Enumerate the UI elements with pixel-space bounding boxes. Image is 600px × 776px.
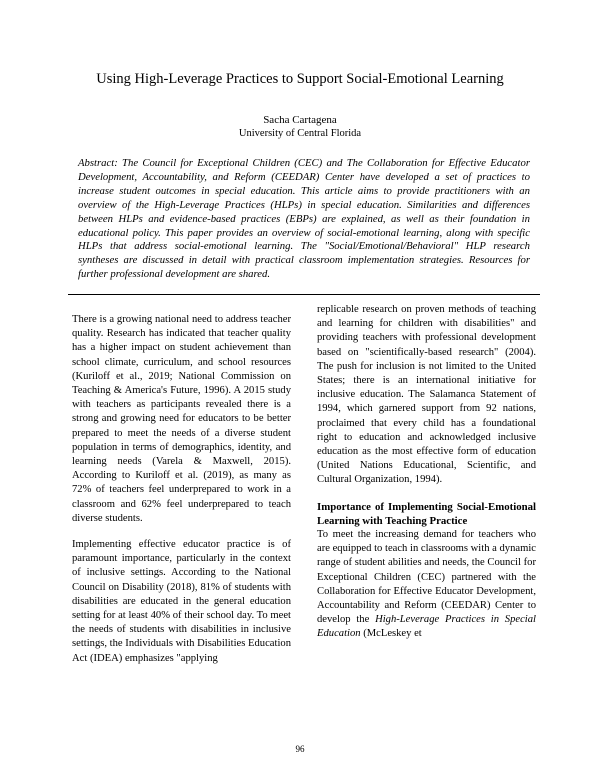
section-heading: Importance of Implementing Social-Emotional Learning with Teaching Practice: [317, 500, 536, 527]
author-name: Sacha Cartagena: [263, 114, 337, 126]
author-affiliation: University of Central Florida: [238, 128, 362, 139]
body-paragraph: There is a growing national need to address teacher quality. Research has indicated that teacher quality has a higher impact on student achievement than school climate, curriculum, and school resources (Kuriloff et al., 2019; National Commission on Teaching & America's Future, 1996). A 2015 study with teachers as participants revealed there is a strong and growing need for educators to be better prepared to meet the needs of a diverse student population in terms of demographics, identity, and learning needs (Varela & Maxwell, 2015). According to Kuriloff et al. (2019), as many as 72% of teachers feel underprepared to work in a classroom and 62% feel underprepared to teach diverse students.: [72, 314, 291, 524]
left-column: [72, 313, 291, 678]
right-column: [317, 303, 536, 654]
body-italic-title: High-Leverage Practices in Special Education: [317, 614, 536, 640]
body-text: To meet the increasing demand for teachers who are equipped to teach in classrooms with a dynamic range of student abilities and needs, the Council for Exceptional Children (CEC) partnered with the Collaboration for Effective Educator Development, Accountability and Reform (CEEDAR) Center to develop the: [317, 529, 536, 626]
paper-title: Using High-Leverage Practices to Support Social-Emotional Learning: [96, 71, 504, 87]
body-paragraph: Implementing effective educator practice is of paramount importance, particularly in the context of inclusive settings. According to the National Council on Disability (2018), 81% of students with disabilities are educated in the general education setting for at least 40% of their school day. To meet the needs of students with disabilities in inclusive settings, the Individuals with Disabilities Education Act (IDEA) emphasizes "applying: [72, 539, 291, 664]
section-divider: [68, 294, 540, 295]
abstract: Abstract: The Council for Exceptional Children (CEC) and The Collaboration for Effective Educator Development, Accountability, and Reform (CEEDAR) Center have developed a set of practices to increase student outcomes in special education. This article aims to provide practitioners with an overview of the High-Leverage Practices (HLPs) in special education. Similarities and differences between HLPs and evidence-based practices (EBPs) are explained, as well as their foundation in educational policy. This paper provides an overview of social-emotional learning, along with specific HLPs that address social-emotional learning. The "Social/Emotional/Behavioral" HLP research syntheses are discussed in detail with practical classroom implementation strategies. Resources for further professional development are shared.: [78, 157, 530, 281]
body-paragraph: [317, 528, 536, 642]
body-paragraph: replicable research on proven methods of teaching and learning for children with disabilities" and providing teachers with professional development based on "scientifically-based research" (2004). The push for inclusion is not limited to the United States; there is an international initiative for inclusive education. The Salamanca Statement of 1994, which garnered support from 92 nations, proclaimed that every child has a foundational right to education and acknowledged inclusive education as the most effective form of education (United Nations Educational, Scientific, and Cultural Organization, 1994).: [317, 304, 536, 486]
body-text: (McLeskey et: [360, 628, 422, 640]
page-number: 96: [295, 744, 305, 754]
